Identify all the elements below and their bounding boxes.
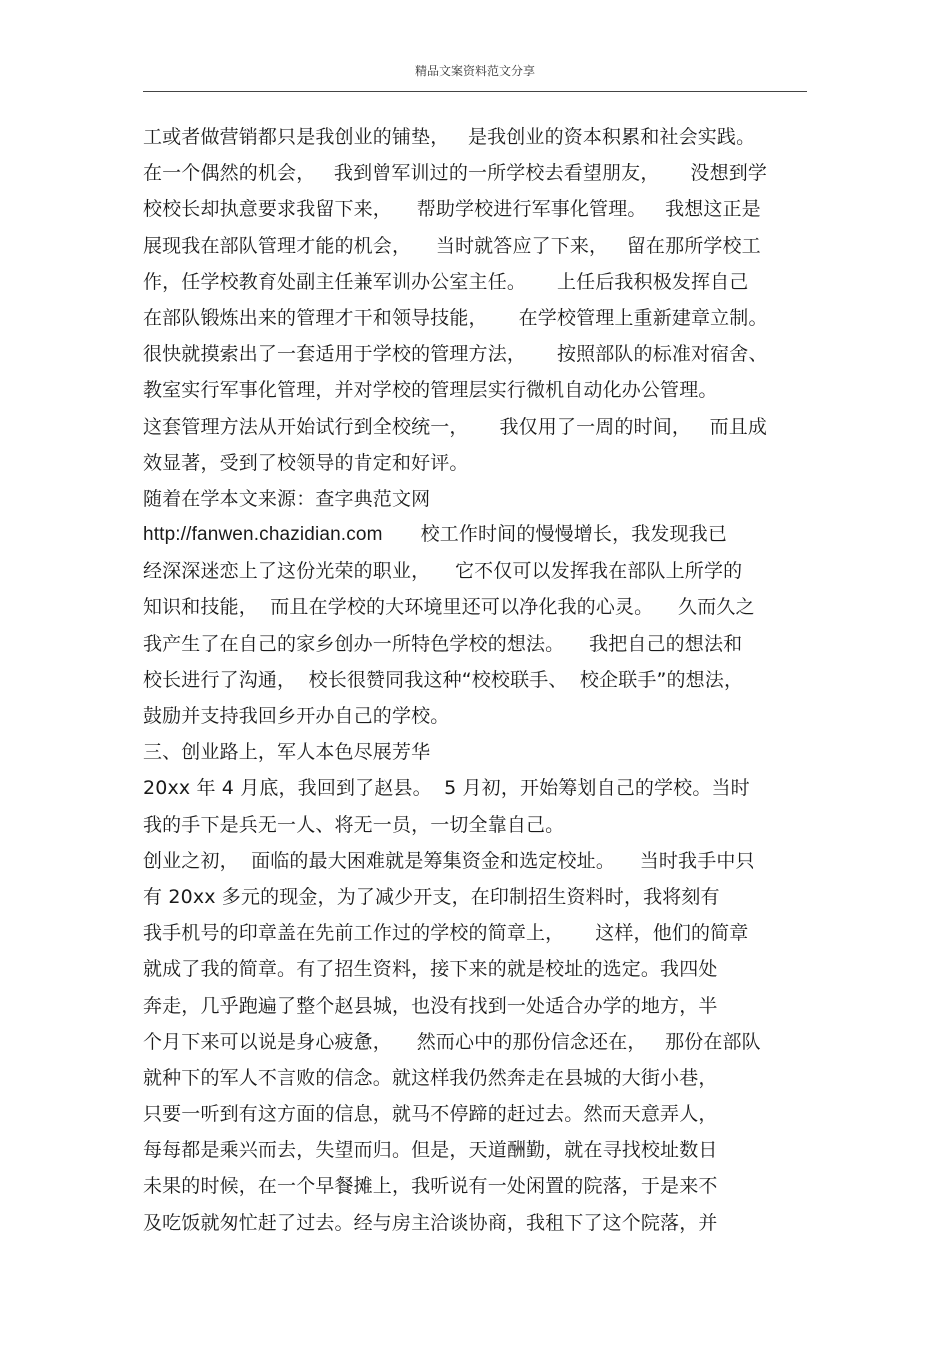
text-line: 创业之初， 面临的最大困难就是筹集资金和选定校址。 当时我手中只 bbox=[143, 849, 755, 872]
text-line: 个月下来可以说是身心疲惫， 然而心中的那份信念还在， 那份在部队 bbox=[143, 1030, 761, 1053]
text-line: 有 20xx 多元的现金，为了减少开支，在印制招生资料时，我将刻有 bbox=[143, 885, 720, 908]
text-line: 在部队锻炼出来的管理才干和领导技能， 在学校管理上重新建章立制。 bbox=[143, 306, 768, 329]
text-line: 展现我在部队管理才能的机会， 当时就答应了下来， 留在那所学校工 bbox=[143, 234, 761, 257]
text-line: 鼓励并支持我回乡开办自己的学校。 bbox=[143, 705, 450, 727]
section-heading: 三、创业路上，军人本色尽展芳华 bbox=[143, 741, 431, 764]
text-line: 未果的时候，在一个早餐摊上，我听说有一处闲置的院落，于是来不 bbox=[143, 1175, 718, 1198]
text-line: 作，任学校教育处副主任兼军训办公室主任。 上任后我积极发挥自己 bbox=[143, 270, 749, 293]
text-line: 就种下的军人不言败的信念。就这样我仍然奔走在县城的大街小巷， bbox=[143, 1066, 718, 1089]
text-line: 效显著，受到了校领导的肯定和好评。 bbox=[143, 451, 469, 474]
document-body bbox=[143, 119, 807, 1241]
text-line: 就成了我的简章。有了招生资料，接下来的就是校址的选定。我四处 bbox=[143, 958, 718, 981]
text-line: 这套管理方法从开始试行到全校统一， 我仅用了一周的时间， 而且成 bbox=[143, 415, 768, 438]
text-line: 奔走，几乎跑遍了整个赵县城，也没有找到一处适合办学的地方，半 bbox=[143, 994, 718, 1017]
text-line: 很快就摸索出了一套适用于学校的管理方法， 按照部队的标准对宿舍、 bbox=[143, 343, 768, 366]
text-line: 经深深迷恋上了这份光荣的职业， 它不仅可以发挥我在部队上所学的 bbox=[143, 560, 743, 583]
text-line: 每每都是乘兴而去，失望而归。但是，天道酬勤，就在寻找校址数日 bbox=[143, 1139, 718, 1162]
text-line: 随着在学本文来源：查字典范文网 bbox=[143, 487, 431, 510]
text-line: 20xx 年 4 月底，我回到了赵县。 5 月初，开始筹划自己的学校。当时 bbox=[143, 777, 750, 800]
header-divider bbox=[143, 91, 807, 92]
text-line: 只要一听到有这方面的信息，就马不停蹄的赶过去。然而天意弄人， bbox=[143, 1103, 718, 1126]
text-line: 及吃饭就匆忙赶了过去。经与房主洽谈协商，我租下了这个院落，并 bbox=[143, 1211, 718, 1234]
text-line: 工或者做营销都只是我创业的铺垫， 是我创业的资本积累和社会实践。 bbox=[143, 126, 756, 148]
text-line: 校长进行了沟通， 校长很赞同我这种“校校联手、 校企联手”的想法， bbox=[143, 668, 744, 691]
text-line-url: http://fanwen.chazidian.com 校工作时间的慢慢增长，我发现我已 bbox=[143, 524, 727, 546]
text-line: 教室实行军事化管理，并对学校的管理层实行微机自动化办公管理。 bbox=[143, 379, 718, 402]
text-line: 我的手下是兵无一人、将无一员，一切全靠自己。 bbox=[143, 813, 565, 836]
text-line: 在一个偶然的机会， 我到曾军训过的一所学校去看望朋友， 没想到学 bbox=[143, 162, 768, 185]
text-line: 校校长却执意要求我留下来， 帮助学校进行军事化管理。 我想这正是 bbox=[143, 198, 761, 221]
page-header: 精品文案资料范文分享 bbox=[414, 64, 535, 78]
text-line: 知识和技能， 而且在学校的大环境里还可以净化我的心灵。 久而久之 bbox=[143, 596, 755, 619]
text-line: 我产生了在自己的家乡创办一所特色学校的想法。 我把自己的想法和 bbox=[143, 632, 743, 655]
text-line: 我手机号的印章盖在先前工作过的学校的简章上， 这样，他们的简章 bbox=[143, 922, 749, 945]
